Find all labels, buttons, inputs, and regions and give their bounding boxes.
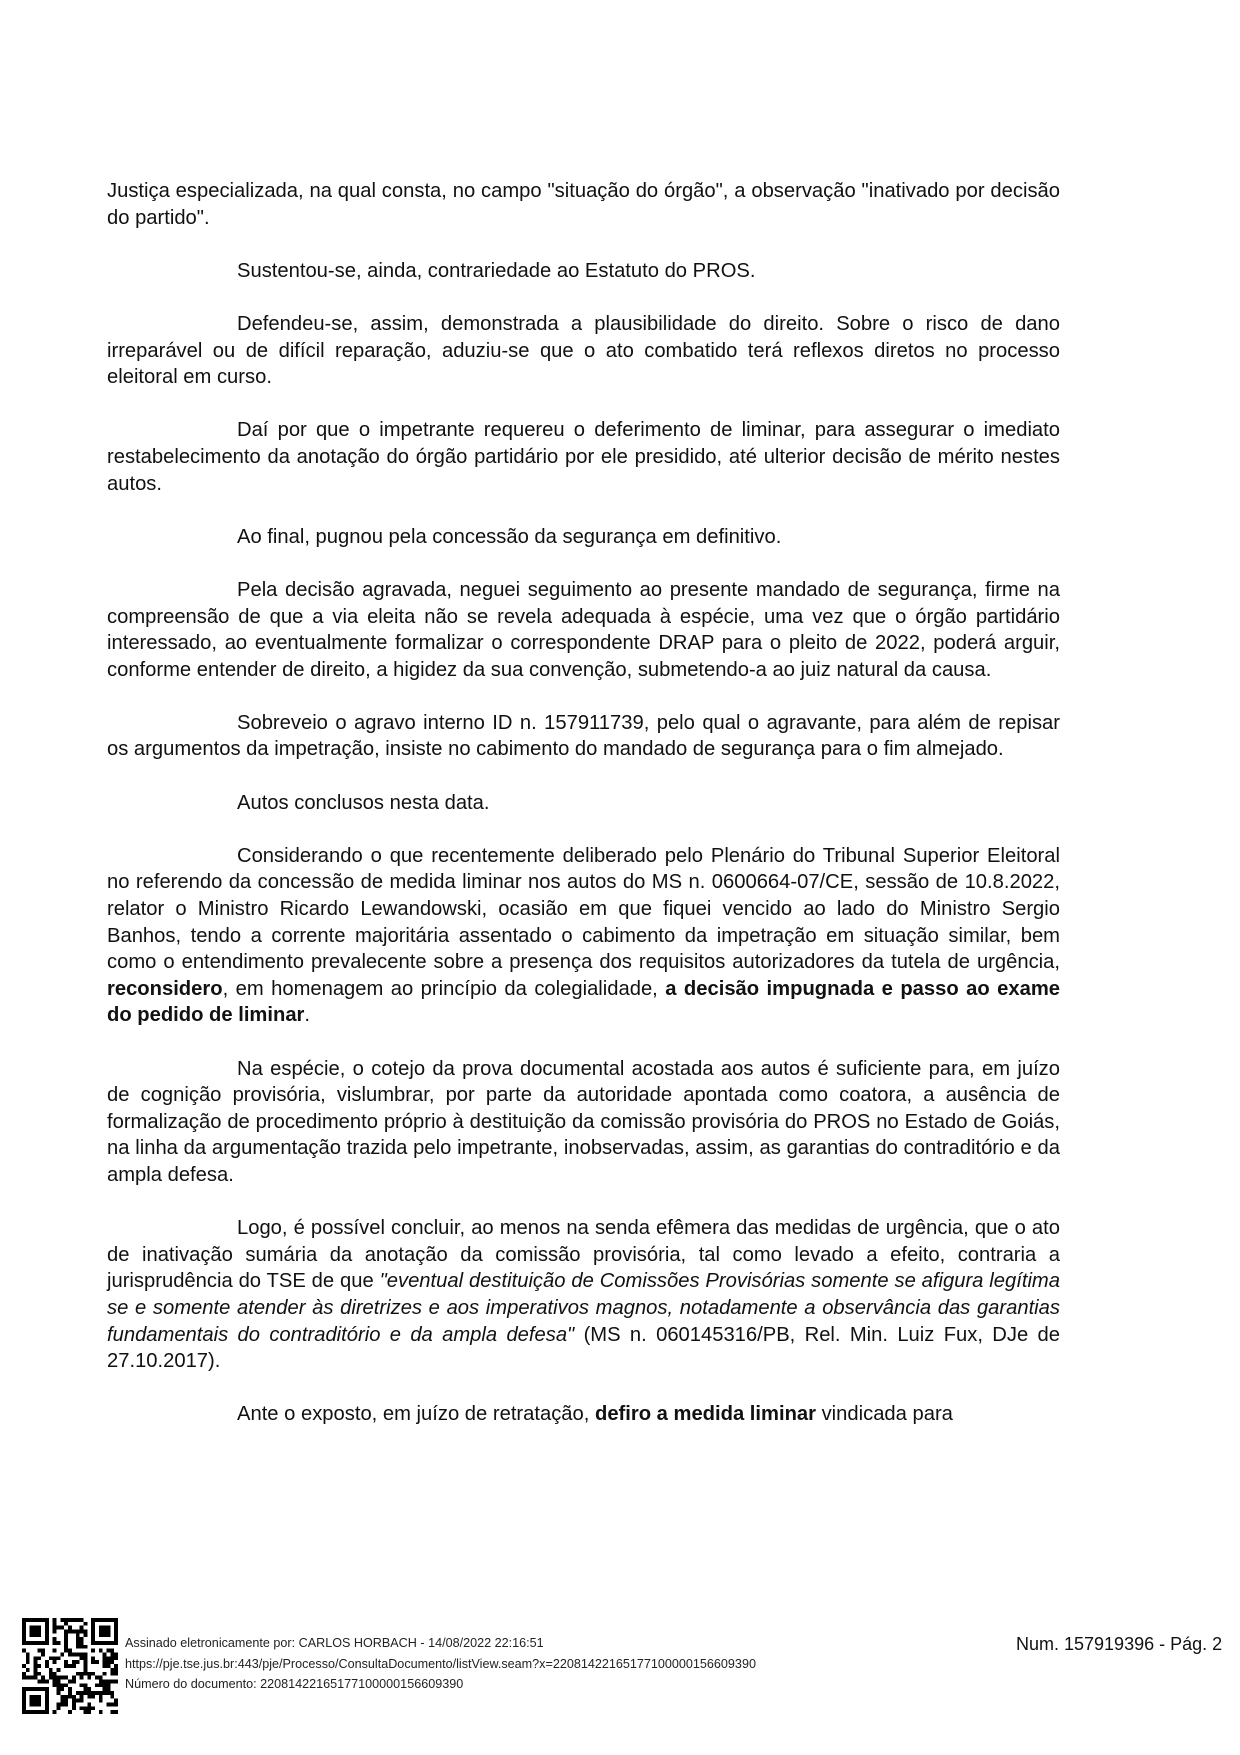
signature-block [125,1633,756,1695]
document-number: Número do documento: 22081422165177100000156609390 [125,1677,464,1691]
body-paragraph [107,311,1060,391]
text-run: Sobreveio o agravo interno ID n. 157911739, pelo qual o agravante, para além de repisar os argumentos da impetração, insiste no cabimento do mandado de segurança para o fim almejado. [107,711,1060,761]
body-paragraph [107,524,1060,551]
body-paragraph [107,417,1060,497]
text-run: Autos conclusos nesta data. [237,791,490,814]
body-paragraph [107,843,1060,1029]
body-paragraph [107,1056,1060,1189]
text-run: Considerando o que recentemente deliberado pelo Plenário do Tribunal Superior Eleitoral no referendo da concessão de medida liminar nos autos do MS n. 0600664-07/CE, sessão de 10.8.2022, relator o Ministro Ricardo Lewandowski, ocasião em que fiquei vencido ao lado do Ministro Sergio Banhos, tendo a corrente majoritária assentado o cabimento da impetração em situação similar, bem como o entendimento prevalecente sobre a presença dos requisitos autorizadores da tutela de urgência, [107,844,1060,974]
body-paragraph [107,178,1060,231]
bold-text: defiro a medida liminar [594,1403,816,1426]
text-run: Sustentou-se, ainda, contrariedade ao Estatuto do PROS. [237,259,756,282]
body-paragraph [107,790,1060,817]
text-run: . [304,1004,311,1027]
page-number: Num. 157919396 - Pág. 2 [1016,1634,1223,1654]
body-paragraph [107,1401,1060,1428]
document-url-link[interactable]: https://pje.tse.jus.br:443/pje/Processo/ConsultaDocumento/listView.seam?x=22081422165177100000156609390 [125,1656,756,1671]
body-paragraph [107,710,1060,763]
text-run: Na espécie, o cotejo da prova documental acostada aos autos é suficiente para, em juízo de cognição provisória, vislumbrar, por parte da autoridade apontada como coatora, a ausência de formalização de procedimento próprio à destituição da comissão provisória do PROS no Estado de Goiás, na linha da argumentação trazida pelo impetrante, inobservadas, assim, as garantias do contraditório e da ampla defesa. [107,1057,1060,1186]
body-paragraph [107,1215,1060,1375]
bold-text: reconsidero [107,977,223,1000]
text-run: Daí por que o impetrante requereu o deferimento de liminar, para assegurar o imediato restabelecimento da anotação do órgão partidário por ele presidido, até ulterior decisão de mérito nestes autos. [107,419,1060,495]
body-paragraph [107,577,1060,683]
text-run: vindicada para [815,1403,953,1426]
body-paragraph [107,258,1060,285]
qr-code-icon[interactable] [22,1618,118,1714]
text-run: Logo, é possível concluir, ao menos na senda efêmera das medidas de urgência, que o ato de inativação sumária da anotação da comissão provisória, tal como levado a efeito, contraria a jurisprudência do TSE de que [107,1217,1060,1293]
signed-by-line: Assinado eletronicamente por: CARLOS HORBACH - 14/08/2022 22:16:51 [125,1636,544,1650]
document-body [107,178,1060,1455]
text-run: Pela decisão agravada, neguei seguimento ao presente mandado de segurança, firme na compreensão de que a via eleita não se revela adequada à espécie, uma vez que o órgão partidário interessado, ao eventualmente formalizar o correspondente DRAP para o pleito de 2022, poderá arguir, conforme entender de direito, a higidez da sua convenção, submetendo-a ao juiz natural da causa. [107,578,1060,681]
text-run: Ante o exposto, em juízo de retratação, [237,1403,595,1426]
text-run: (MS n. 060145316/PB, Rel. Min. Luiz Fux, DJe de 27.10.2017). [107,1323,1060,1373]
text-run: Ao final, pugnou pela concessão da segurança em definitivo. [237,525,782,548]
bold-text: a decisão impugnada e passo ao exame do pedido de liminar [107,977,1060,1027]
italic-quote: "eventual destituição de Comissões Provisórias somente se afigura legítima se e somente atender às diretrizes e aos imperativos magnos, notadamente a observância das garantias fundamentais do contraditório e da ampla defesa" [107,1270,1060,1346]
text-run: , em homenagem ao princípio da colegialidade, [222,977,666,1000]
text-run: Defendeu-se, assim, demonstrada a plausibilidade do direito. Sobre o risco de dano irreparável ou de difícil reparação, aduziu-se que o ato combatido terá reflexos diretos no processo eleitoral em curso. [107,312,1060,389]
text-run: Justiça especializada, na qual consta, no campo "situação do órgão", a observação "inativado por decisão do partido". [107,180,1060,229]
